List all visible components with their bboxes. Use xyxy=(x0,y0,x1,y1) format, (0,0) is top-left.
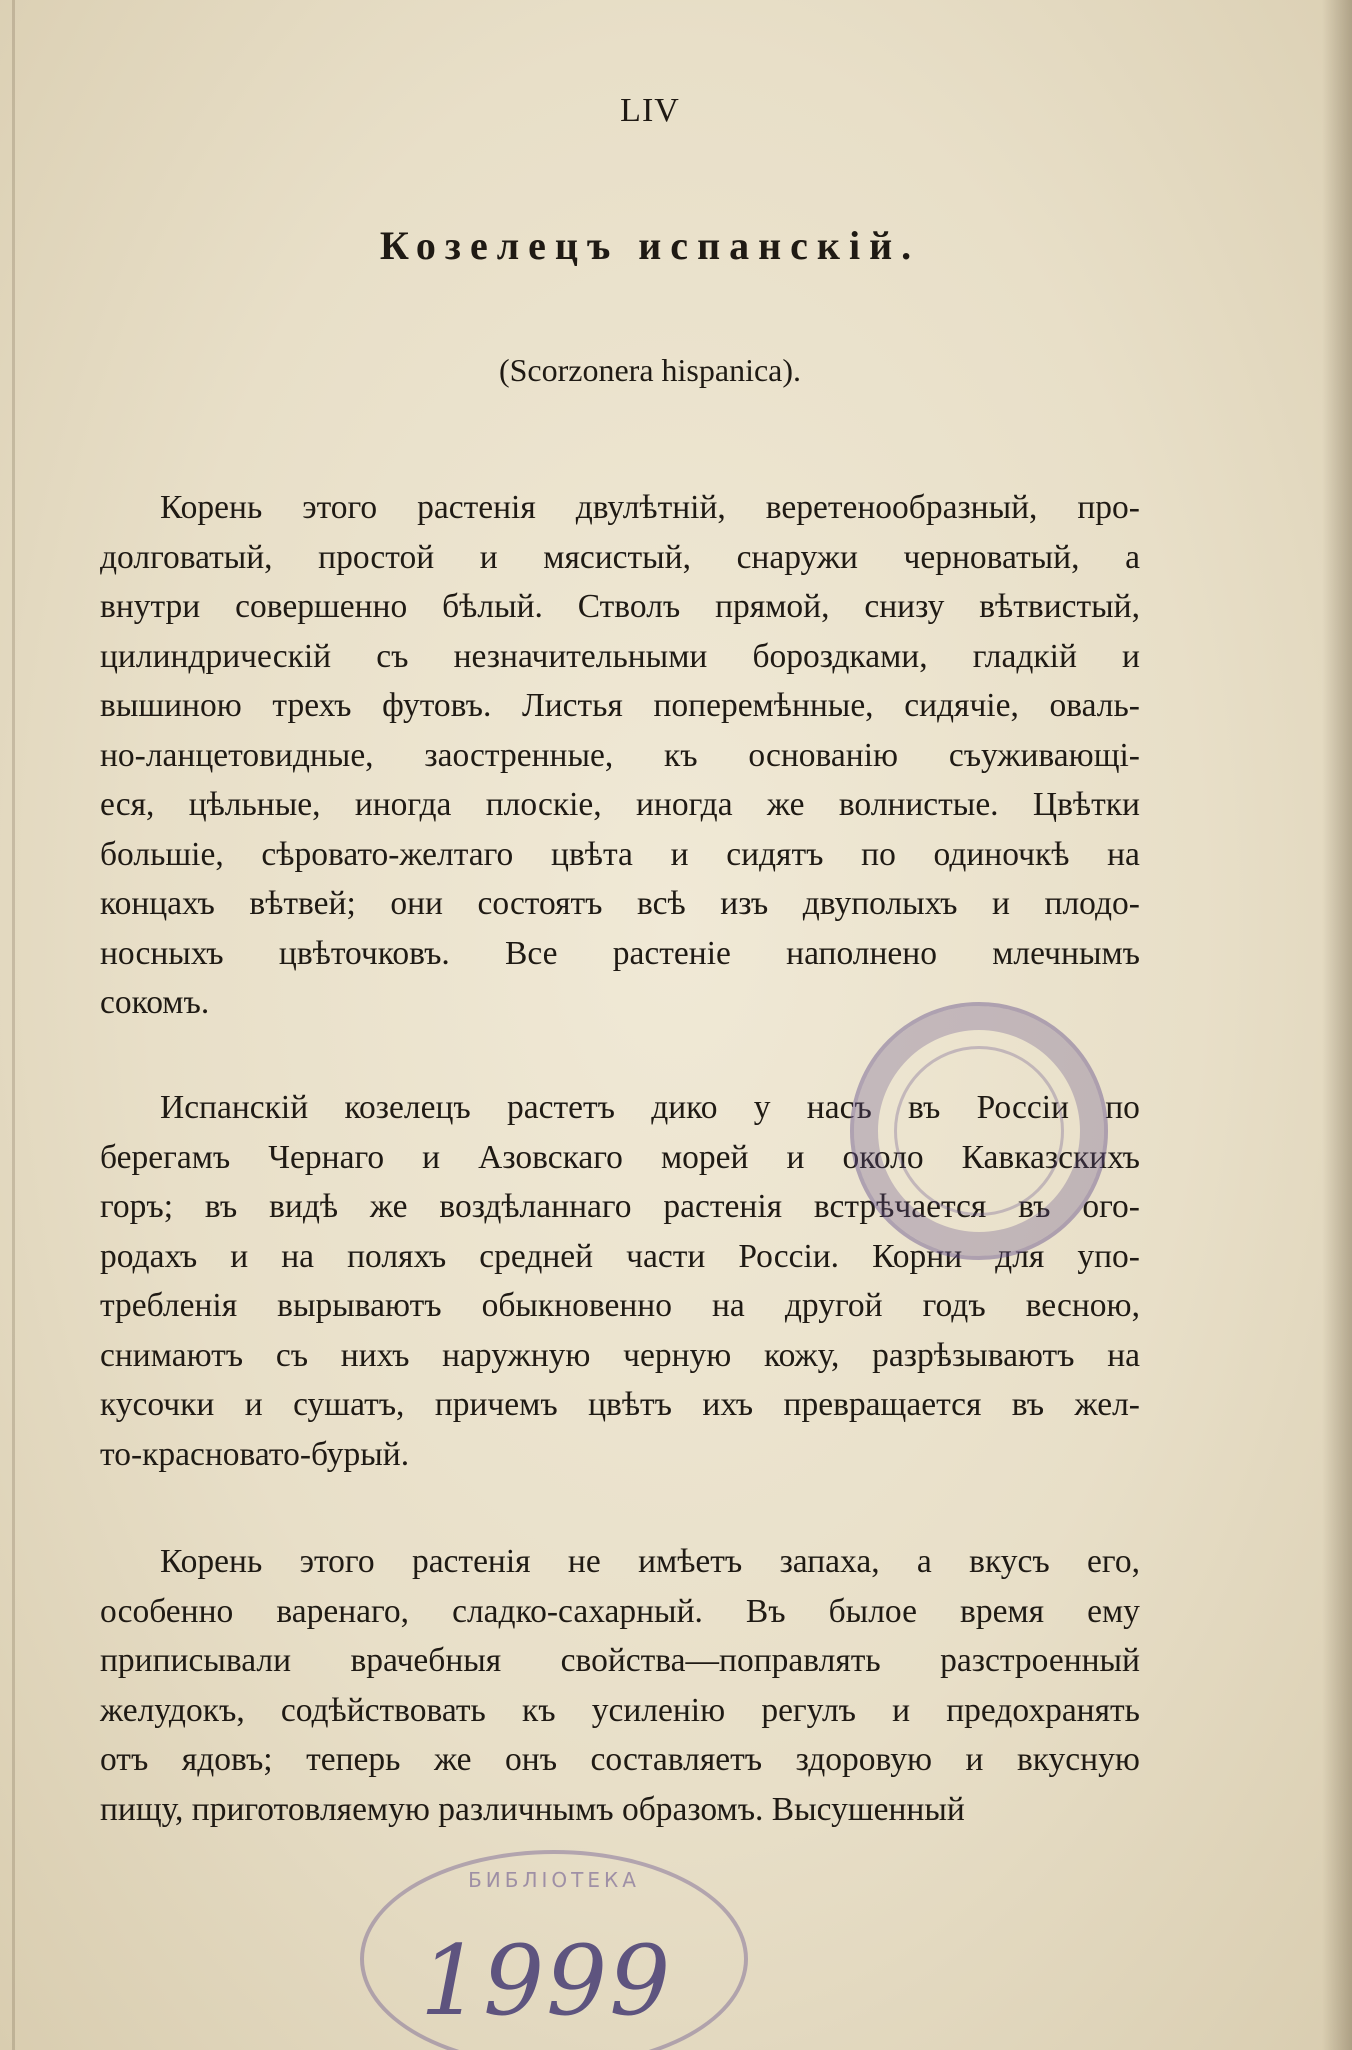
word: въ xyxy=(204,1188,238,1225)
word: желудокъ, xyxy=(100,1691,245,1729)
word: Корень xyxy=(160,489,263,526)
word: ядовъ; xyxy=(181,1741,273,1778)
word: сѣровато-желтаго xyxy=(261,835,514,873)
word: всѣ xyxy=(637,885,686,922)
word: вѣтвистый, xyxy=(979,588,1140,625)
word: кожу, xyxy=(764,1336,840,1374)
word: носныхъ xyxy=(100,934,224,972)
word: встрѣчается xyxy=(813,1188,987,1225)
word: заостренные, xyxy=(424,736,614,774)
word: средней xyxy=(479,1237,594,1275)
word: по xyxy=(861,835,896,873)
text-line: то-красновато-бурый. xyxy=(100,1435,410,1473)
word: жел- xyxy=(1074,1386,1140,1423)
word: этого xyxy=(299,1543,375,1580)
word: годъ xyxy=(922,1287,986,1324)
word: у xyxy=(753,1089,771,1126)
word: вышиною xyxy=(100,687,242,724)
word: Корни xyxy=(872,1237,963,1275)
word: съ xyxy=(376,637,409,675)
word: Кавказскихъ xyxy=(961,1138,1140,1176)
word: имѣетъ xyxy=(638,1543,743,1580)
word: совершенно xyxy=(235,588,408,625)
word: незначительными xyxy=(453,637,708,675)
word: Цвѣтки xyxy=(1032,786,1140,823)
word: усиленію xyxy=(591,1691,726,1729)
word: морей xyxy=(660,1138,749,1176)
word: кусочки xyxy=(100,1386,215,1423)
text-line xyxy=(100,1537,1140,1587)
word: растеніе xyxy=(612,934,731,972)
text-line xyxy=(100,731,1140,781)
word: былое xyxy=(828,1592,917,1630)
word: снаружи xyxy=(736,538,858,576)
word: еся, xyxy=(100,786,155,823)
word: Чернаго xyxy=(268,1138,385,1176)
word: къ xyxy=(664,736,698,774)
word: Испанскій xyxy=(160,1089,309,1126)
word: долговатый, xyxy=(100,538,273,576)
text-line xyxy=(100,681,1140,731)
word: ему xyxy=(1087,1592,1140,1630)
word: для xyxy=(995,1237,1045,1275)
text-line xyxy=(100,1380,1140,1430)
word: не xyxy=(567,1543,601,1580)
word: же xyxy=(433,1741,472,1778)
word: цѣльные, xyxy=(188,786,321,823)
word: здоровую xyxy=(795,1741,932,1778)
word: на xyxy=(281,1237,315,1275)
page-number: LIV xyxy=(620,92,680,129)
word: составляетъ xyxy=(590,1741,763,1778)
word: теперь xyxy=(306,1741,401,1778)
word: состоятъ xyxy=(477,885,603,922)
word: одиночкѣ xyxy=(933,835,1070,873)
word: около xyxy=(842,1138,924,1176)
word: черноватый, xyxy=(903,538,1080,576)
word: но-ланцетовидные, xyxy=(100,736,374,774)
word: его, xyxy=(1087,1543,1140,1580)
word: части xyxy=(626,1237,706,1275)
text-line xyxy=(100,1636,1140,1686)
word: превращается xyxy=(783,1386,982,1423)
text-line: сокомъ. xyxy=(100,984,210,1021)
word: гладкій xyxy=(972,637,1077,675)
word: родахъ xyxy=(100,1237,198,1275)
word: Стволъ xyxy=(577,588,681,625)
word: съуживающі- xyxy=(948,736,1140,774)
word: регулъ xyxy=(761,1691,856,1729)
text-line xyxy=(100,929,1140,979)
word: Въ xyxy=(745,1592,786,1630)
text-line xyxy=(100,830,1140,880)
word: онъ xyxy=(505,1741,558,1778)
word: ихъ xyxy=(702,1386,754,1423)
word: изъ xyxy=(720,885,769,922)
word: они xyxy=(390,885,443,922)
text-line xyxy=(100,1281,1140,1331)
word: прямой, xyxy=(715,588,830,625)
text-line xyxy=(100,632,1140,682)
inventory-number: 1999 xyxy=(420,1925,673,2037)
word: мясистый, xyxy=(543,538,691,576)
text-line xyxy=(100,879,1140,929)
word: и xyxy=(965,1741,984,1778)
word: бороздками, xyxy=(752,637,928,675)
word: вкусъ xyxy=(969,1543,1050,1580)
word: Россіи. xyxy=(738,1237,840,1275)
word: а xyxy=(916,1543,932,1580)
word: особенно xyxy=(100,1592,234,1630)
word: варенаго, xyxy=(276,1592,410,1630)
word: свойства—поправлять xyxy=(560,1642,881,1679)
word: къ xyxy=(521,1691,556,1729)
word: другой xyxy=(784,1287,883,1324)
word: поляхъ xyxy=(347,1237,447,1275)
word: дико xyxy=(651,1089,718,1126)
word: предохранять xyxy=(946,1691,1140,1729)
word: въ xyxy=(1018,1188,1051,1225)
paragraph-1 xyxy=(100,483,1140,1028)
word: иногда xyxy=(354,786,452,823)
page-edge-shadow xyxy=(1322,0,1352,2050)
word: наполнено xyxy=(786,934,937,972)
word: про- xyxy=(1077,489,1140,526)
library-stamp-label: БИБЛІОТЕКА xyxy=(468,1868,640,1892)
word: и xyxy=(479,538,498,576)
word: бѣлый. xyxy=(442,588,543,625)
word: и xyxy=(230,1237,249,1275)
word: растенія xyxy=(411,1543,531,1580)
word: наружную xyxy=(442,1336,591,1374)
word: въ xyxy=(1011,1386,1045,1423)
word: содѣйствовать xyxy=(280,1691,486,1729)
word: иногда xyxy=(636,786,733,823)
word: большіе, xyxy=(100,835,224,873)
paragraph-3 xyxy=(100,1537,1140,1834)
word: отъ xyxy=(100,1741,149,1778)
word: снимаютъ xyxy=(100,1336,244,1374)
word: въ xyxy=(908,1089,941,1126)
word: же xyxy=(766,786,805,823)
word: обыкновенно xyxy=(481,1287,672,1324)
word: вѣтвей; xyxy=(249,885,356,922)
text-line xyxy=(100,483,1140,533)
word: разстроенный xyxy=(940,1642,1140,1679)
word: и xyxy=(422,1138,441,1176)
word: приписывали xyxy=(100,1642,292,1679)
word: плодо- xyxy=(1044,885,1140,922)
word: растенія xyxy=(663,1188,783,1225)
word: же xyxy=(369,1188,408,1225)
word: млечнымъ xyxy=(992,934,1140,972)
word: растетъ xyxy=(506,1089,615,1126)
word: врачебныя xyxy=(350,1642,502,1679)
word: веретенообразный, xyxy=(765,489,1038,526)
text-line xyxy=(100,1587,1140,1637)
word: цвѣточковъ. xyxy=(278,934,450,972)
word: Все xyxy=(505,934,558,972)
word: оваль- xyxy=(1049,687,1140,724)
word: цвѣтъ xyxy=(588,1386,672,1423)
word: трехъ xyxy=(272,687,352,724)
word: козелецъ xyxy=(344,1089,471,1126)
word: волнистые. xyxy=(838,786,999,823)
latin-name: (Scorzonera hispanica). xyxy=(498,352,802,388)
word: разрѣзываютъ xyxy=(872,1336,1075,1374)
word: на xyxy=(1107,1336,1140,1374)
word: вырываютъ xyxy=(277,1287,442,1324)
word: растенія xyxy=(417,489,536,526)
word: на xyxy=(712,1287,745,1324)
word: берегамъ xyxy=(100,1138,231,1176)
word: сладко-сахарный. xyxy=(452,1592,703,1630)
text-line xyxy=(100,533,1140,583)
word: причемъ xyxy=(434,1386,558,1423)
word: основанію xyxy=(748,736,899,774)
word: время xyxy=(960,1592,1045,1630)
word: плоскіе, xyxy=(485,786,602,823)
word: и xyxy=(670,835,689,873)
word: футовъ. xyxy=(382,687,492,724)
word: цвѣта xyxy=(551,835,633,873)
word: Корень xyxy=(160,1543,263,1580)
word: вкусную xyxy=(1016,1741,1140,1778)
word: и xyxy=(786,1138,805,1176)
word: поперемѣнные, xyxy=(653,687,874,724)
word: видѣ xyxy=(269,1188,339,1225)
word: цилиндрическій xyxy=(100,637,332,675)
word: и xyxy=(1122,637,1140,675)
word: этого xyxy=(302,489,378,526)
word: по xyxy=(1105,1089,1140,1126)
text-line xyxy=(100,1686,1140,1736)
word: Азовскаго xyxy=(478,1138,623,1176)
word: насъ xyxy=(806,1089,872,1126)
word: а xyxy=(1125,538,1140,576)
word: внутри xyxy=(100,588,201,625)
text-line xyxy=(100,582,1140,632)
word: на xyxy=(1107,835,1140,873)
word: запаха, xyxy=(779,1543,880,1580)
word: снизу xyxy=(864,588,945,625)
word: нихъ xyxy=(340,1336,410,1374)
word: простой xyxy=(318,538,435,576)
word: весною, xyxy=(1025,1287,1140,1324)
text-line: пищу, приготовляемую различнымъ образомъ. Высушенный xyxy=(100,1790,965,1828)
word: и xyxy=(992,885,1010,922)
word: и xyxy=(892,1691,911,1729)
word: ого- xyxy=(1082,1188,1140,1225)
binding-edge xyxy=(12,0,15,2050)
word: концахъ xyxy=(100,885,215,922)
page-title: Козелецъ испанскій. xyxy=(379,223,921,268)
text-line xyxy=(100,1735,1140,1785)
word: упо- xyxy=(1077,1237,1140,1275)
round-library-stamp xyxy=(850,1002,1108,1260)
word: Россіи xyxy=(976,1089,1069,1126)
text-line xyxy=(100,1331,1140,1381)
word: сидячіе, xyxy=(904,687,1019,724)
word: черную xyxy=(623,1336,732,1374)
word: требленія xyxy=(100,1287,238,1324)
word: сушатъ, xyxy=(293,1386,405,1423)
word: Листья xyxy=(521,687,623,724)
word: двулѣтній, xyxy=(575,489,726,526)
word: воздѣланнаго xyxy=(439,1188,632,1225)
text-line xyxy=(100,780,1140,830)
word: горъ; xyxy=(100,1188,174,1225)
word: двуполыхъ xyxy=(802,885,958,922)
word: сидятъ xyxy=(726,835,824,873)
word: и xyxy=(244,1386,263,1423)
word: съ xyxy=(275,1336,309,1374)
